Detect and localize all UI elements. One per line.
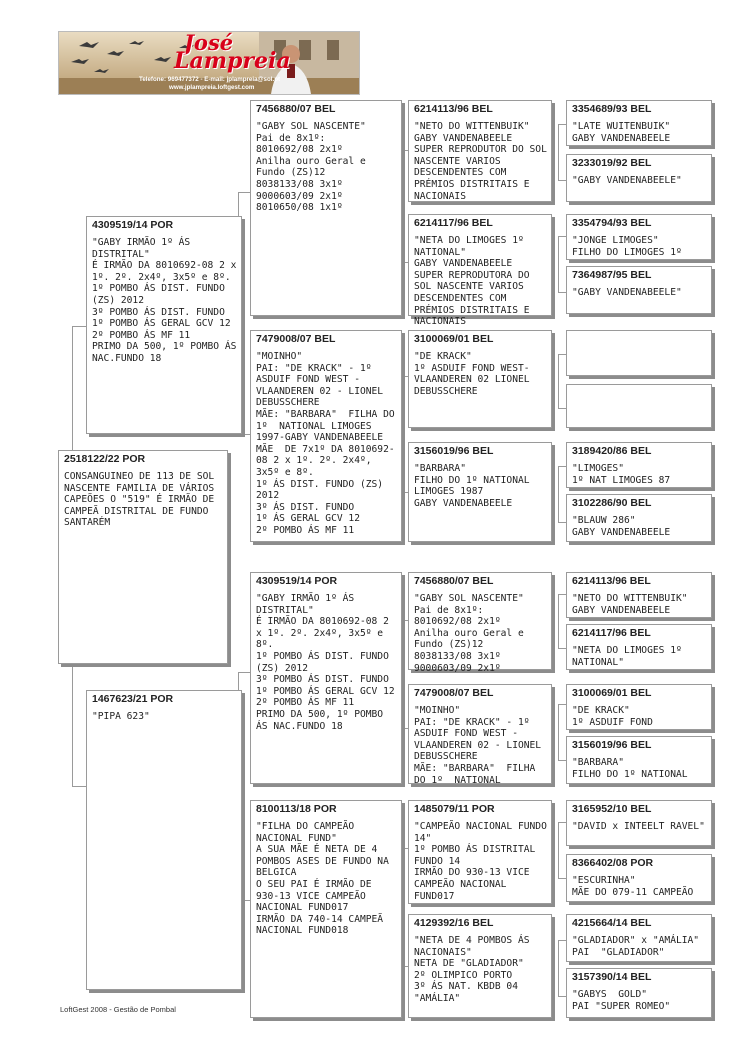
ring-number: 4215664/14 BEL xyxy=(572,917,652,929)
pedigree-box-gen4[interactable] xyxy=(408,100,552,202)
logo-website: www.jplampreia.loftgest.com xyxy=(169,84,255,91)
pedigree-box-dam-dam[interactable] xyxy=(250,800,402,1018)
pedigree-box-gen5[interactable] xyxy=(566,624,712,670)
connector-line xyxy=(558,292,566,293)
bird-description: "BLAUW 286" GABY VANDENABEELE xyxy=(572,515,671,538)
footer-credit: LoftGest 2008 - Gestão de Pombal xyxy=(60,1005,176,1014)
connector-line xyxy=(238,434,250,435)
pedigree-box-gen5[interactable] xyxy=(566,494,712,542)
ring-number: 6214113/96 BEL xyxy=(572,575,651,587)
ring-number: 3354794/93 BEL xyxy=(572,217,652,229)
connector-line xyxy=(558,594,566,595)
connector-line xyxy=(558,648,566,649)
ring-number: 3157390/14 BEL xyxy=(572,971,652,983)
connector-line xyxy=(558,940,566,941)
pedigree-box-gen5[interactable] xyxy=(566,968,712,1018)
pedigree-box-gen5[interactable] xyxy=(566,854,712,902)
ring-number: 8366402/08 POR xyxy=(572,857,654,869)
bird-description: "LIMOGES" 1º NAT LIMOGES 87 xyxy=(572,463,671,486)
logo-contact: Telefone: 969477372 - E-mail: jplampreia@sol.pt xyxy=(139,76,281,83)
bird-description: "GABY IRMÃO 1º ÁS DISTRITAL" É IRMÃO DA 8010692-08 2 x 1º. 2º. 2x4º, 3x5º e 8º. 1º POMBO ÁS DIST. FUNDO (ZS) 2012 3º POMBO ÁS DIST. FUNDO 1º POMBO ÁS GERAL GCV 12 2º POMBO ÁS MF 11 PRIMO DA 500, 1º POMBO ÁS NAC.FUNDO 18 xyxy=(256,593,395,732)
bird-description: "NETA DE 4 POMBOS ÁS NACIONAIS" NETA DE "GLADIADOR" 2º OLIMPICO PORTO 3º ÁS NAT. KBDB 04 "AMÁLIA" xyxy=(414,935,530,1004)
connector-line xyxy=(72,326,86,327)
bird-description: "MOINHO" PAI: "DE KRACK" - 1º ASDUIF FOND WEST -VLAANDEREN 02 - LIONEL DEBUSSCHERE MÃE: "BARBARA" FILHA DO 1º NATIONAL xyxy=(414,705,542,786)
bird-description: "ESCURINHA" MÃE DO 079-11 CAMPEÃO xyxy=(572,875,694,898)
bird-description: "NETO DO WITTENBUIK" GABY VANDENABEELE xyxy=(572,593,688,616)
pedigree-box-sire-sire[interactable] xyxy=(250,100,402,316)
pedigree-box-gen5-empty[interactable] xyxy=(566,384,712,428)
ring-number: 7479008/07 BEL xyxy=(256,333,336,345)
bird-description: "BARBARA" FILHO DO 1º NATIONAL xyxy=(572,757,688,780)
connector-line xyxy=(558,760,566,761)
connector-line xyxy=(72,786,86,787)
ring-number: 3156019/96 BEL xyxy=(572,739,652,751)
pedigree-box-gen5[interactable] xyxy=(566,154,712,202)
ring-number: 3102286/90 BEL xyxy=(572,497,652,509)
pedigree-box-gen5[interactable] xyxy=(566,736,712,784)
logo-name-first: José xyxy=(184,30,234,55)
bird-description: "BARBARA" FILHO DO 1º NATIONAL LIMOGES 1987 GABY VANDENABEELE xyxy=(414,463,530,509)
connector-line xyxy=(558,822,559,878)
ring-number: 3354689/93 BEL xyxy=(572,103,652,115)
pedigree-box-gen4[interactable] xyxy=(408,684,552,784)
ring-number: 7456880/07 BEL xyxy=(414,575,494,587)
connector-line xyxy=(558,408,566,409)
ring-number: 4309519/14 POR xyxy=(256,575,338,587)
connector-line xyxy=(558,180,566,181)
connector-line xyxy=(558,878,566,879)
ring-number: 6214117/96 BEL xyxy=(414,217,493,229)
ring-number: 3233019/92 BEL xyxy=(572,157,652,169)
ring-number: 3156019/96 BEL xyxy=(414,445,494,457)
ring-number: 3100069/01 BEL xyxy=(414,333,494,345)
pedigree-box-sire[interactable] xyxy=(86,216,242,434)
pedigree-box-gen5[interactable] xyxy=(566,214,712,260)
bird-description: CONSANGUINEO DE 113 DE SOL NASCENTE FAMILIA DE VÁRIOS CAPEÕES O "519" É IRMÃO DE CAMPEÃ DISTRITAL DE FUNDO SANTARÉM xyxy=(64,471,220,529)
connector-line xyxy=(558,236,559,292)
connector-line xyxy=(558,940,559,996)
ring-number: 7479008/07 BEL xyxy=(414,687,494,699)
pedigree-box-gen5[interactable] xyxy=(566,914,712,962)
bird-description: "GABY SOL NASCENTE" Pai de 8x1º: 8010692/08 2x1º Anilha ouro Geral e Fundo (ZS)12 8038133/08 3x1º 9000603/09 2x1º 8010650/08 1x1º xyxy=(256,121,366,214)
ring-number: 3189420/86 BEL xyxy=(572,445,652,457)
connector-line xyxy=(558,704,559,760)
connector-line xyxy=(558,466,559,522)
ring-number: 2518122/22 POR xyxy=(64,453,146,465)
bird-description: "FILHA DO CAMPEÃO NACIONAL FUND" A SUA MÃE É NETA DE 4 POMBOS ASES DE FUNDO NA BELGICA O SEU PAI É IRMÃO DE 930-13 VICE CAMPEÃO NACIONAL FUND017 IRMÃO DA 740-14 CAMPEÃ NACIONAL FUND018 xyxy=(256,821,389,937)
pedigree-box-gen5[interactable] xyxy=(566,266,712,314)
bird-description: "GABY SOL NASCENTE" Pai de 8x1º: 8010692/08 2x1º Anilha ouro Geral e Fundo (ZS)12 8038133/08 3x1º 9000603/09 2x1º xyxy=(414,593,524,674)
loft-logo-banner xyxy=(58,31,360,95)
bird-description: "JONGE LIMOGES" FILHO DO LIMOGES 1º xyxy=(572,235,682,258)
pedigree-box-gen4[interactable] xyxy=(408,214,552,328)
connector-line xyxy=(558,236,566,237)
pedigree-box-gen5-empty[interactable] xyxy=(566,330,712,376)
ring-number: 4309519/14 POR xyxy=(92,219,174,231)
connector-line xyxy=(558,354,559,408)
pedigree-box-gen4[interactable] xyxy=(408,914,552,1018)
bird-description: "NETO DO WITTENBUIK" GABY VANDENABEELE SUPER REPRODUTOR DO SOL NASCENTE VARIOS DESCENDENTES COM PRÉMIOS DISTRITAIS E NACIONAIS xyxy=(414,121,547,202)
bird-description: "GABY VANDENABEELE" xyxy=(572,287,682,298)
pedigree-box-dam[interactable] xyxy=(86,690,242,990)
pedigree-box-gen5[interactable] xyxy=(566,572,712,618)
pedigree-box-gen4[interactable] xyxy=(408,800,552,904)
ring-number: 7456880/07 BEL xyxy=(256,103,336,115)
connector-line xyxy=(558,124,566,125)
bird-description: "LATE WUITENBUIK" GABY VANDENABEELE xyxy=(572,121,671,144)
bird-description: "PIPA 623" xyxy=(92,711,150,722)
bird-description: "DE KRACK" 1º ASDUIF FOND xyxy=(572,705,653,728)
bird-description: "MOINHO" PAI: "DE KRACK" - 1º ASDUIF FOND WEST -VLAANDEREN 02 - LIONEL DEBUSSCHERE MÃE: "BARBARA" FILHA DO 1º NATIONAL LIMOGES 1997-GABY VANDENABEELE MÃE DE 7x1º DA 8010692-08 2 x 1º. 2º. 2x4º, 3x5º e 8º. 1º ÁS DIST. FUNDO (ZS) 2012 3º ÁS DIST. FUNDO 1º ÁS GERAL GCV 12 2º POMBO ÁS MF 11 xyxy=(256,351,395,536)
pedigree-box-gen4[interactable] xyxy=(408,572,552,674)
pedigree-box-gen5[interactable] xyxy=(566,684,712,730)
pedigree-box-gen4[interactable] xyxy=(408,330,552,428)
ring-number: 6214117/96 BEL xyxy=(572,627,651,639)
connector-line xyxy=(558,822,566,823)
pedigree-box-gen5[interactable] xyxy=(566,442,712,488)
ring-number: 4129392/16 BEL xyxy=(414,917,494,929)
bird-description: "CAMPEÃO NACIONAL FUNDO 14" 1º POMBO ÁS DISTRITAL FUNDO 14 IRMÃO DO 930-13 VICE CAMPEÃO NACIONAL FUND017 xyxy=(414,821,547,902)
connector-line xyxy=(558,522,566,523)
connector-line xyxy=(558,996,566,997)
logo-name-last: Lampreia xyxy=(174,48,291,74)
pedigree-box-gen5[interactable] xyxy=(566,100,712,146)
pedigree-box-gen5[interactable] xyxy=(566,800,712,846)
ring-number: 7364987/95 BEL xyxy=(572,269,652,281)
connector-line xyxy=(238,672,250,673)
ring-number: 6214113/96 BEL xyxy=(414,103,493,115)
ring-number: 1485079/11 POR xyxy=(414,803,495,815)
pedigree-box-gen4[interactable] xyxy=(408,442,552,542)
bird-description: "NETA DO LIMOGES 1º NATIONAL" xyxy=(572,645,688,668)
bird-description: "DE KRACK" 1º ASDUIF FOND WEST-VLAANDEREN 02 LIONEL DEBUSSCHERE xyxy=(414,351,530,397)
bird-description: "GLADIADOR" x "AMÁLIA" PAI "GLADIADOR" xyxy=(572,935,700,958)
bird-description: "NETA DO LIMOGES 1º NATIONAL" GABY VANDENABEELE SUPER REPRODUTORA DO SOL NASCENTE VARIOS DESCENDENTES COM PRÉMIOS DISTRITAIS E NACIONAIS xyxy=(414,235,530,328)
bird-description: "GABY IRMÃO 1º ÁS DISTRITAL" É IRMÃO DA 8010692-08 2 x 1º. 2º. 2x4º, 3x5º e 8º. 1º POMBO ÁS DIST. FUNDO (ZS) 2012 3º POMBO ÁS DIST. FUNDO 1º POMBO ÁS GERAL GCV 12 2º POMBO ÁS MF 11 PRIMO DA 500, 1º POMBO ÁS NAC.FUNDO 18 xyxy=(92,237,237,364)
connector-line xyxy=(558,704,566,705)
connector-line xyxy=(558,466,566,467)
connector-line xyxy=(558,594,559,648)
ring-number: 1467623/21 POR xyxy=(92,693,174,705)
connector-line xyxy=(238,192,250,193)
pedigree-box-subject[interactable] xyxy=(58,450,228,664)
pedigree-box-sire-dam[interactable] xyxy=(250,330,402,542)
ring-number: 3165952/10 BEL xyxy=(572,803,652,815)
connector-line xyxy=(558,124,559,180)
ring-number: 8100113/18 POR xyxy=(256,803,337,815)
bird-description: "DAVID x INTEELT RAVEL" xyxy=(572,821,705,832)
bird-description: "GABYS GOLD" PAI "SUPER ROMEO" xyxy=(572,989,671,1012)
bird-description: "GABY VANDENABEELE" xyxy=(572,175,682,186)
ring-number: 3100069/01 BEL xyxy=(572,687,652,699)
connector-line xyxy=(558,354,566,355)
pedigree-box-dam-sire[interactable] xyxy=(250,572,402,784)
